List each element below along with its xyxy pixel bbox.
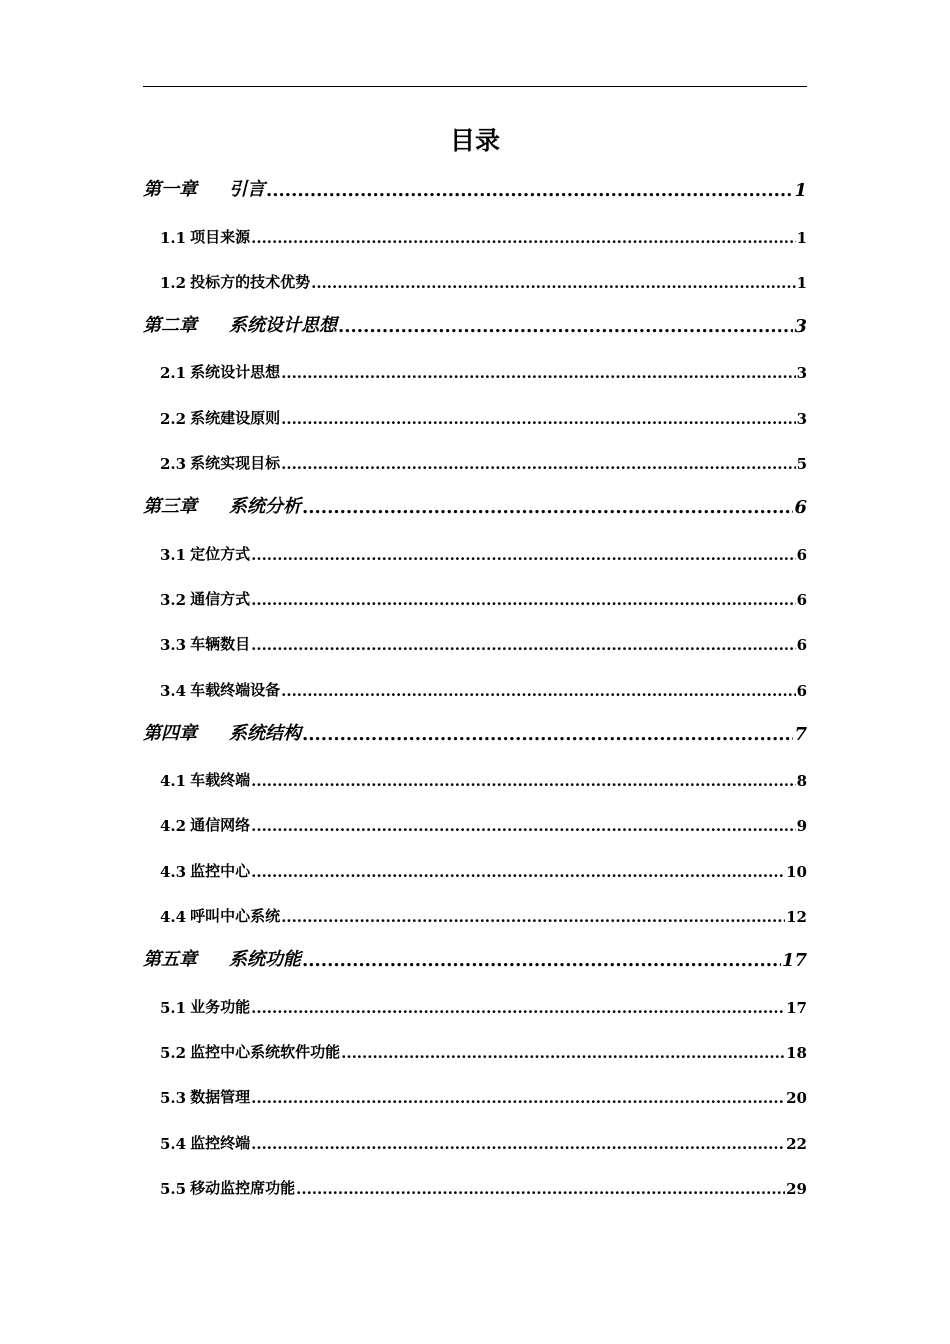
toc-entry-page-number: 20	[786, 1089, 807, 1108]
toc-entry-number: 第一章	[143, 179, 197, 201]
toc-entry-page-number: 6	[796, 681, 807, 700]
toc-entry-number: 5.1	[160, 998, 187, 1017]
toc-entry-number: 3.4	[160, 681, 187, 700]
toc-dot-leader	[311, 277, 795, 292]
toc-section-entry[interactable]	[143, 803, 807, 848]
toc-entry-number: 5.3	[160, 1089, 187, 1108]
toc-entry-page-number: 10	[786, 862, 807, 881]
toc-entry-page-number: 1	[794, 180, 807, 202]
toc-entry-label: 车载终端设备	[190, 680, 281, 699]
toc-entry-label: 系统设计思想	[229, 315, 337, 337]
toc-dot-leader	[251, 775, 795, 790]
toc-dot-leader	[266, 183, 793, 201]
toc-entry-number: 4.3	[160, 862, 187, 881]
toc-entry-label: 通信网络	[190, 816, 251, 835]
toc-dot-leader	[251, 1092, 785, 1107]
toc-entry-number: 4.4	[160, 908, 187, 927]
toc-dot-leader	[281, 685, 795, 700]
toc-entry-label: 系统分析	[229, 496, 301, 518]
toc-entry-page-number: 7	[794, 723, 807, 745]
toc-entry-label: 通信方式	[190, 589, 251, 608]
toc-section-entry[interactable]	[143, 441, 807, 486]
toc-chapter-entry[interactable]	[143, 713, 807, 758]
toc-entry-page-number: 12	[786, 908, 807, 927]
toc-entry-label: 项目来源	[190, 227, 251, 246]
toc-entry-number: 4.1	[160, 772, 187, 791]
toc-entry-page-number: 18	[786, 1043, 807, 1062]
toc-dot-leader	[302, 500, 793, 518]
toc-section-entry[interactable]	[143, 531, 807, 576]
toc-dot-leader	[281, 413, 795, 428]
toc-entry-label: 定位方式	[190, 544, 251, 563]
toc-entry-number: 2.1	[160, 364, 187, 383]
toc-entry-page-number: 1	[796, 228, 807, 247]
toc-section-entry[interactable]	[143, 984, 807, 1029]
toc-section-entry[interactable]	[143, 260, 807, 305]
toc-dot-leader	[281, 458, 795, 473]
toc-section-entry[interactable]	[143, 622, 807, 667]
toc-entry-number: 2.2	[160, 409, 187, 428]
toc-entry-number: 2.3	[160, 455, 187, 474]
toc-entry-label: 系统建设原则	[190, 408, 281, 427]
toc-section-entry[interactable]	[143, 350, 807, 395]
toc-section-entry[interactable]	[143, 1120, 807, 1165]
toc-entry-page-number: 17	[786, 998, 807, 1017]
toc-section-entry[interactable]	[143, 667, 807, 712]
toc-entry-label: 监控中心系统软件功能	[190, 1042, 341, 1061]
toc-entry-number: 5.4	[160, 1134, 187, 1153]
toc-section-entry[interactable]	[143, 1075, 807, 1120]
toc-entry-page-number: 6	[794, 497, 807, 519]
toc-entry-number: 3.3	[160, 636, 187, 655]
toc-entry-label: 数据管理	[190, 1088, 251, 1107]
toc-entry-number: 第四章	[143, 722, 197, 744]
toc-entry-page-number: 9	[796, 817, 807, 836]
toc-entry-page-number: 5	[796, 455, 807, 474]
toc-dot-leader	[251, 1138, 785, 1153]
toc-dot-leader	[251, 232, 795, 247]
toc-entry-label: 投标方的技术优势	[190, 272, 311, 291]
toc-entry-page-number: 8	[796, 772, 807, 791]
toc-entry-label: 引言	[229, 179, 265, 201]
toc-dot-leader	[302, 953, 781, 971]
toc-entry-label: 车载终端	[190, 771, 251, 790]
toc-entry-page-number: 6	[796, 636, 807, 655]
toc-entry-page-number: 1	[796, 273, 807, 292]
toc-section-entry[interactable]	[143, 395, 807, 440]
toc-entry-label: 移动监控席功能	[190, 1178, 296, 1197]
toc-entry-page-number: 17	[781, 950, 807, 972]
toc-chapter-entry[interactable]	[143, 939, 807, 984]
toc-dot-leader	[251, 549, 795, 564]
table-of-contents	[143, 169, 807, 1211]
toc-entry-page-number: 3	[796, 409, 807, 428]
toc-entry-page-number: 6	[796, 545, 807, 564]
toc-entry-number: 3.1	[160, 545, 187, 564]
toc-title: 目录	[449, 126, 500, 155]
toc-entry-number: 1.1	[160, 228, 187, 247]
toc-entry-label: 车辆数目	[190, 635, 251, 654]
toc-chapter-entry[interactable]	[143, 486, 807, 531]
toc-entry-label: 呼叫中心系统	[190, 907, 281, 926]
toc-section-entry[interactable]	[143, 758, 807, 803]
toc-section-entry[interactable]	[143, 1166, 807, 1211]
toc-section-entry[interactable]	[143, 894, 807, 939]
toc-entry-number: 5.2	[160, 1043, 187, 1062]
toc-entry-label: 系统功能	[229, 949, 301, 971]
toc-entry-number: 第二章	[143, 315, 197, 337]
toc-section-entry[interactable]	[143, 214, 807, 259]
toc-dot-leader	[341, 1047, 785, 1062]
toc-entry-number: 第五章	[143, 949, 197, 971]
toc-entry-number: 1.2	[160, 273, 187, 292]
toc-entry-page-number: 29	[786, 1179, 807, 1198]
toc-section-entry[interactable]	[143, 577, 807, 622]
toc-entry-page-number: 3	[796, 364, 807, 383]
toc-entry-label: 系统设计思想	[190, 363, 281, 382]
toc-dot-leader	[251, 594, 795, 609]
toc-entry-label: 系统实现目标	[190, 454, 281, 473]
toc-dot-leader	[251, 639, 795, 654]
toc-entry-label: 监控中心	[190, 861, 251, 880]
header-rule	[143, 86, 807, 87]
toc-entry-page-number: 3	[794, 316, 807, 338]
toc-entry-label: 业务功能	[190, 997, 251, 1016]
toc-dot-leader	[251, 866, 785, 881]
toc-entry-label: 系统结构	[229, 722, 301, 744]
toc-dot-leader	[338, 319, 793, 337]
toc-dot-leader	[251, 1002, 785, 1017]
toc-dot-leader	[251, 820, 795, 835]
toc-chapter-entry[interactable]	[143, 169, 807, 214]
toc-section-entry[interactable]	[143, 848, 807, 893]
toc-entry-page-number: 22	[786, 1134, 807, 1153]
toc-entry-number: 5.5	[160, 1179, 187, 1198]
toc-entry-number: 4.2	[160, 817, 187, 836]
toc-dot-leader	[281, 911, 785, 926]
toc-dot-leader	[302, 727, 793, 745]
toc-dot-leader	[296, 1183, 785, 1198]
toc-entry-label: 监控终端	[190, 1133, 251, 1152]
toc-chapter-entry[interactable]	[143, 305, 807, 350]
toc-section-entry[interactable]	[143, 1030, 807, 1075]
toc-entry-number: 3.2	[160, 590, 187, 609]
toc-dot-leader	[281, 367, 795, 382]
toc-entry-page-number: 6	[796, 590, 807, 609]
toc-entry-number: 第三章	[143, 496, 197, 518]
